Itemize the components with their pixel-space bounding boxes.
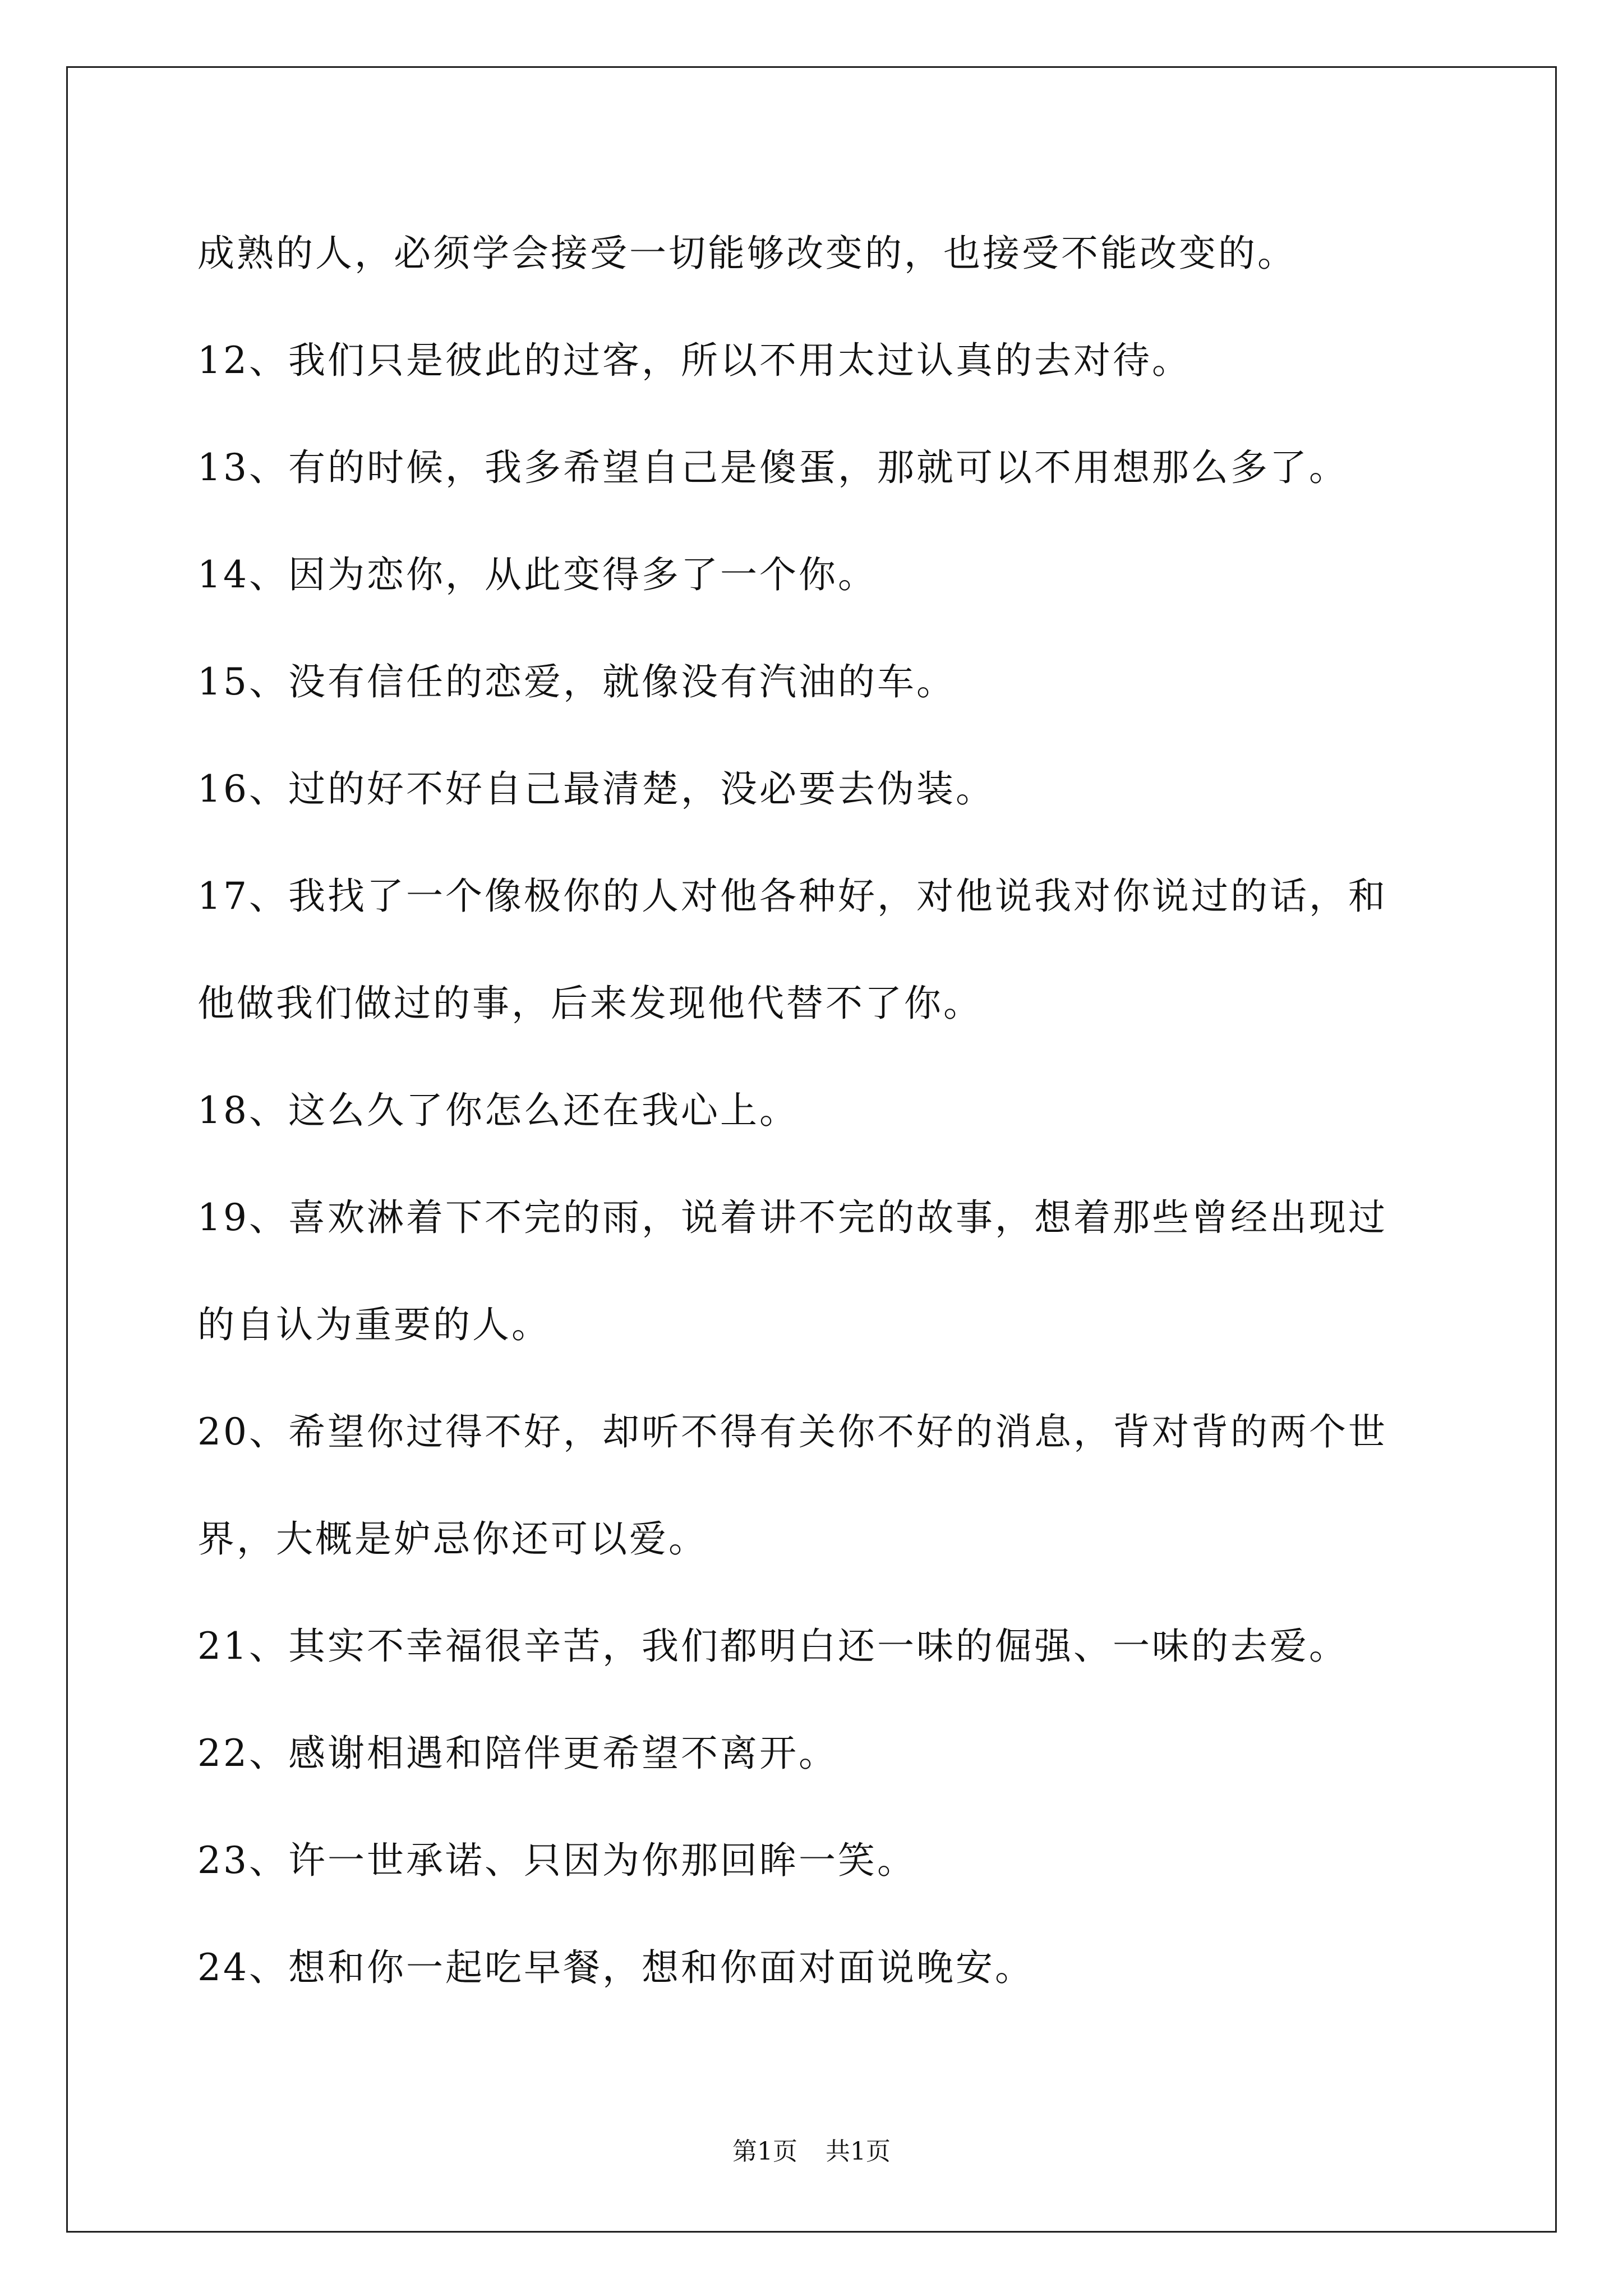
text-line: 21、其实不幸福很辛苦，我们都明白还一味的倔强、一味的去爱。: [197, 1625, 1348, 1668]
page-total: 共1页: [826, 2137, 891, 2166]
page-border: [66, 66, 1557, 2233]
text-line: 23、许一世承诺、只因为你那回眸一笑。: [197, 1839, 916, 1882]
page-number: 第1页: [732, 2137, 797, 2166]
text-line: 16、过的好不好自己最清楚，没必要去伪装。: [197, 767, 995, 811]
text-line: 14、因为恋你，从此变得多了一个你。: [197, 553, 877, 596]
text-line: 12、我们只是彼此的过客，所以不用太过认真的去对待。: [197, 339, 1191, 382]
text-line: 17、我找了一个像极你的人对他各种好，对他说我对你说过的话，和: [197, 875, 1387, 918]
text-line: 界，大概是妒忌你还可以爱。: [197, 1517, 708, 1561]
text-line: 19、喜欢淋着下不完的雨，说着讲不完的故事，想着那些曾经出现过: [197, 1196, 1387, 1239]
text-line: 的自认为重要的人。: [197, 1303, 551, 1346]
text-line: 22、感谢相遇和陪伴更希望不离开。: [197, 1732, 838, 1775]
text-line: 成熟的人，必须学会接受一切能够改变的，也接受不能改变的。: [197, 232, 1297, 275]
text-line: 13、有的时候，我多希望自己是傻蛋，那就可以不用想那么多了。: [197, 446, 1348, 489]
text-line: 他做我们做过的事，后来发现他代替不了你。: [197, 982, 983, 1025]
text-line: 24、想和你一起吃早餐，想和你面对面说晚安。: [197, 1946, 1034, 1989]
page-footer: [0, 2136, 1623, 2168]
text-line: 18、这么久了你怎么还在我心上。: [197, 1089, 799, 1132]
text-line: 20、希望你过得不好，却听不得有关你不好的消息，背对背的两个世: [197, 1410, 1387, 1453]
text-line: 15、没有信任的恋爱，就像没有汽油的车。: [197, 660, 956, 703]
